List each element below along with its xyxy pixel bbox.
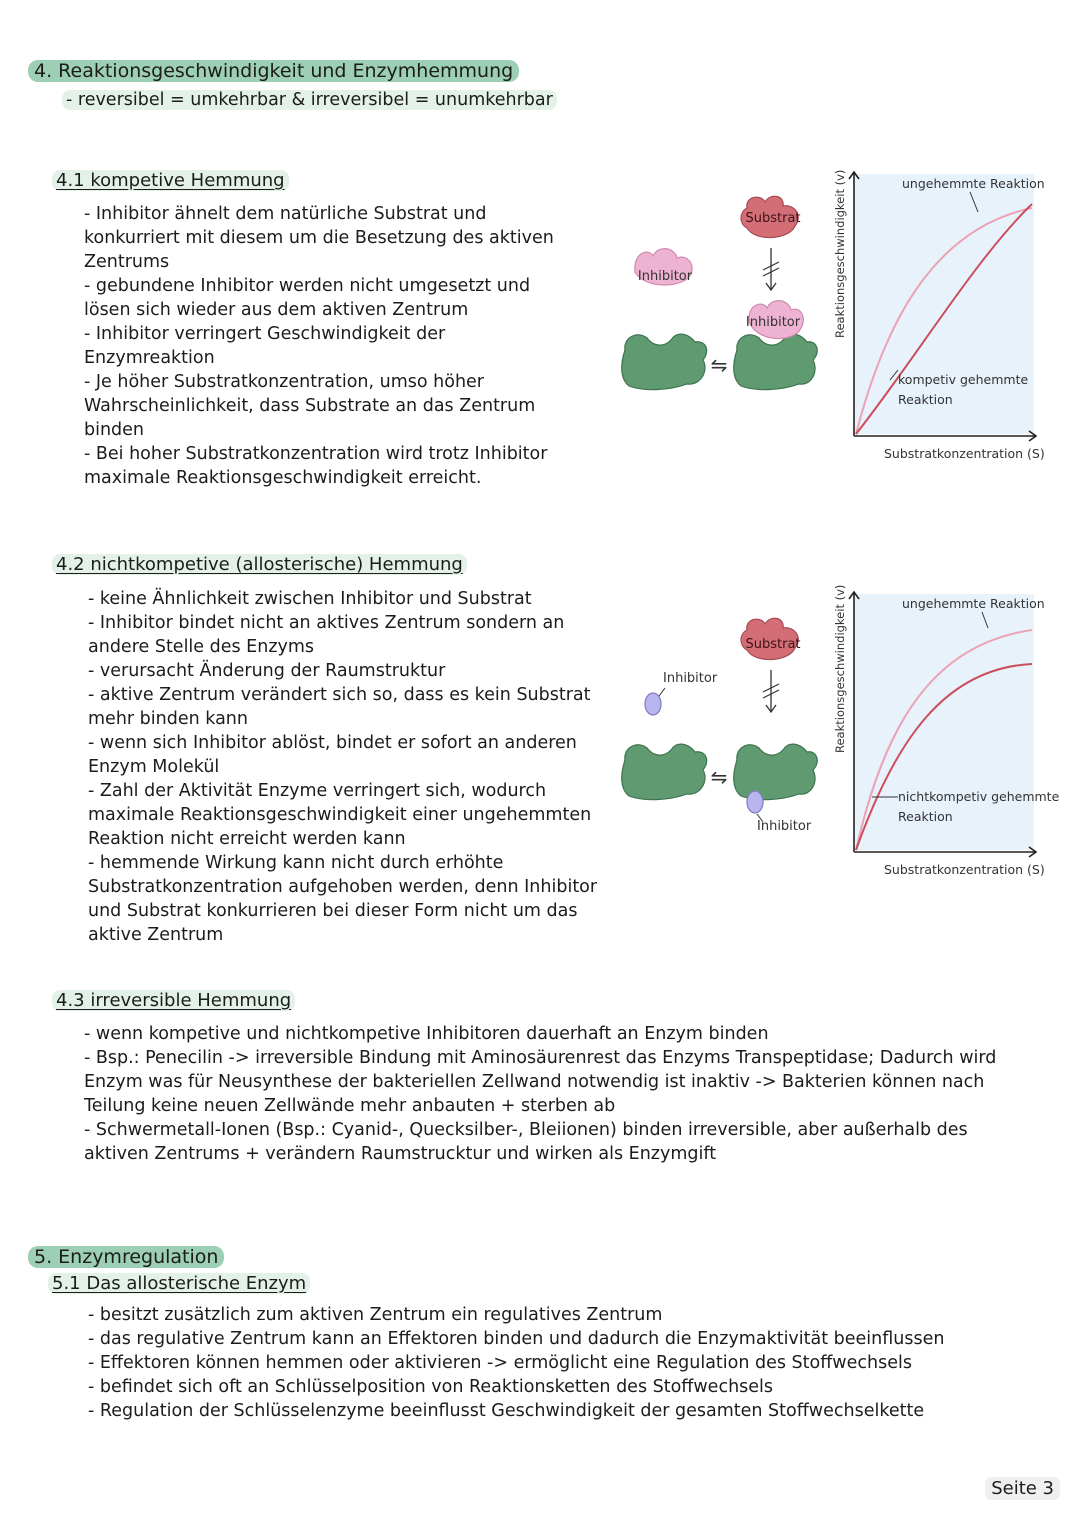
equilibrium-arrow: ⇋ xyxy=(710,353,728,377)
section-5-1-text xyxy=(88,1303,944,1423)
uninhibited-label: ungehemmte Reaktion xyxy=(902,596,1045,611)
substrate-label: Substrat xyxy=(745,211,801,226)
text-line: - Bei hoher Substratkonzentration wird trotz Inhibitor xyxy=(84,444,548,464)
inhibitor-shape xyxy=(645,693,661,715)
section-4-1-title: 4.1 kompetive Hemmung xyxy=(52,170,289,191)
text-line: - gebundene Inhibitor werden nicht umgesetzt und xyxy=(84,276,531,296)
text-line: - Schwermetall-Ionen (Bsp.: Cyanid-, Quecksilber-, Bleiionen) binden irreversible, aber außerhalb des xyxy=(84,1120,968,1140)
text-line: - verursacht Änderung der Raumstruktur xyxy=(88,661,446,681)
section-4-intro: - reversibel = umkehrbar & irreversibel = unumkehrbar xyxy=(62,88,557,112)
x-axis-label: Substratkonzentration (S) xyxy=(884,446,1045,461)
text-line: Teilung keine neuen Zellwände mehr anbauten + sterben ab xyxy=(84,1096,616,1116)
text-line: - Inhibitor bindet nicht an aktives Zentrum sondern an xyxy=(88,613,565,633)
inhibitor-label: Inhibitor xyxy=(663,671,718,686)
text-line: binden xyxy=(84,420,145,440)
text-line: Enzym was für Neusynthese der bakteriellen Zellwand notwendig ist inaktiv -> Bakterien können nach xyxy=(84,1072,985,1092)
text-line: Zentrums xyxy=(84,252,170,272)
text-line: - Inhibitor verringert Geschwindigkeit der xyxy=(84,324,446,344)
text-line: - aktive Zentrum verändert sich so, dass es kein Substrat xyxy=(88,685,591,705)
uninhibited-label: ungehemmte Reaktion xyxy=(902,176,1045,191)
section-4-2-text xyxy=(88,587,597,947)
section-4-2-title: 4.2 nichtkompetive (allosterische) Hemmung xyxy=(52,554,467,575)
text-line: - Zahl der Aktivität Enzyme verringert sich, wodurch xyxy=(88,781,547,801)
text-line: - Je höher Substratkonzentration, umso höher xyxy=(84,372,485,392)
text-line: - Inhibitor ähnelt dem natürliche Substrat und xyxy=(84,204,487,224)
competitive-inhibition-chart xyxy=(826,168,1045,468)
text-line: - befindet sich oft an Schlüsselposition von Reaktionsketten des Stoffwechsels xyxy=(88,1377,774,1397)
text-line: konkurriert mit diesem um die Besetzung des aktiven xyxy=(84,228,554,248)
section-4-1-text xyxy=(84,202,554,490)
section-4-3-text xyxy=(84,1022,996,1166)
text-line: aktiven Zentrums + verändern Raumstrucktur und wirken als Enzymgift xyxy=(84,1144,717,1164)
inhibited-label: kompetiv gehemmte xyxy=(898,372,1029,387)
section-4-3-title: 4.3 irreversible Hemmung xyxy=(52,990,295,1011)
text-line: andere Stelle des Enzyms xyxy=(88,637,315,657)
text-line: und Substrat konkurrieren bei dieser Form nicht um das xyxy=(88,901,578,921)
inhibited-label: Reaktion xyxy=(898,392,953,407)
competitive-inhibition-diagram xyxy=(615,190,825,410)
text-line: Wahrscheinlichkeit, dass Substrate an das Zentrum xyxy=(84,396,536,416)
inhibitor-label: Inhibitor xyxy=(745,315,801,330)
inhibitor-shape xyxy=(747,791,763,813)
text-line: - wenn kompetive und nichtkompetive Inhibitoren dauerhaft an Enzym binden xyxy=(84,1024,769,1044)
text-line: Substratkonzentration aufgehoben werden, denn Inhibitor xyxy=(88,877,598,897)
enzyme-shape xyxy=(622,334,707,390)
text-line: - besitzt zusätzlich zum aktiven Zentrum ein regulatives Zentrum xyxy=(88,1305,663,1325)
page-number: Seite 3 xyxy=(985,1478,1060,1499)
text-line: Reaktion nicht erreicht werden kann xyxy=(88,829,406,849)
text-line: - hemmende Wirkung kann nicht durch erhöhte xyxy=(88,853,504,873)
inhibitor-label: Inhibitor xyxy=(757,819,812,834)
enzyme-shape xyxy=(734,744,818,800)
section-5-1-title: 5.1 Das allosterische Enzym xyxy=(48,1273,310,1294)
text-line: mehr binden kann xyxy=(88,709,248,729)
y-axis-label: Reaktionsgeschwindigkeit (v) xyxy=(833,584,847,753)
section-4-title: 4. Reaktionsgeschwindigkeit und Enzymhemmung xyxy=(28,60,519,82)
allosteric-inhibition-diagram xyxy=(615,612,825,842)
text-line: maximale Reaktionsgeschwindigkeit erreicht. xyxy=(84,468,482,488)
enzyme-shape xyxy=(622,744,707,800)
y-axis-label: Reaktionsgeschwindigkeit (v) xyxy=(833,169,847,338)
text-line: Enzymreaktion xyxy=(84,348,215,368)
text-line: - Effektoren können hemmen oder aktivieren -> ermöglicht eine Regulation des Stoffwechsels xyxy=(88,1353,912,1373)
inhibited-label: Reaktion xyxy=(898,809,953,824)
text-line: maximale Reaktionsgeschwindigkeit einer ungehemmten xyxy=(88,805,592,825)
enzyme-shape xyxy=(734,334,818,390)
text-line: aktive Zentrum xyxy=(88,925,224,945)
inhibited-label: nichtkompetiv gehemmte xyxy=(898,789,1060,804)
text-line: - das regulative Zentrum kann an Effektoren binden und dadurch die Enzymaktivität beeinflussen xyxy=(88,1329,945,1349)
text-line: Enzym Molekül xyxy=(88,757,220,777)
allosteric-inhibition-chart xyxy=(826,584,1060,884)
inhibitor-label: Inhibitor xyxy=(637,269,693,284)
section-5-title: 5. Enzymregulation xyxy=(28,1246,224,1268)
text-line: lösen sich wieder aus dem aktiven Zentrum xyxy=(84,300,469,320)
text-line: - keine Ähnlichkeit zwischen Inhibitor und Substrat xyxy=(88,589,532,609)
equilibrium-arrow: ⇋ xyxy=(710,765,728,789)
text-line: - Regulation der Schlüsselenzyme beeinflusst Geschwindigkeit der gesamten Stoffwechselkette xyxy=(88,1401,925,1421)
text-line: - wenn sich Inhibitor ablöst, bindet er sofort an anderen xyxy=(88,733,577,753)
substrate-label: Substrat xyxy=(745,637,801,652)
text-line: - Bsp.: Penecilin -> irreversible Bindung mit Aminosäurenrest das Enzyms Transpeptidase; Dadurch wird xyxy=(84,1048,997,1068)
x-axis-label: Substratkonzentration (S) xyxy=(884,862,1045,877)
